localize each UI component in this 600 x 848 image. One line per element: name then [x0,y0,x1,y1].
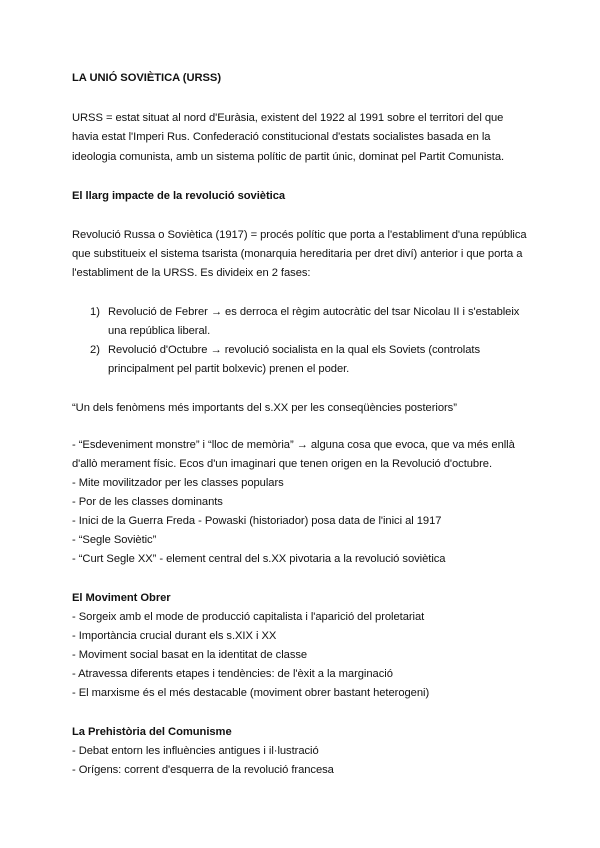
paragraph-line: Revolució Russa o Soviètica (1917) = procés polític que porta a l'establiment d'una república [72,229,527,241]
bullet-line: - Mite movilitzador per les classes populars [72,477,284,489]
list-number: 1) [90,306,100,318]
bullet-line: d'allò merament físic. Ecos d'un imaginari que tenen origen en la Revolució d'octubre. [72,458,493,470]
bullet-line: - Sorgeix amb el mode de producció capitalista i l'aparició del proletariat [72,611,425,623]
bullet-line: - Por de les classes dominants [72,496,223,508]
section-heading: El Moviment Obrer [72,592,171,604]
bullet-line: - Importància crucial durant els s.XIX i XX [72,630,277,642]
bullet-line: - “Esdeveniment monstre” i “lloc de memòria” → alguna cosa que evoca, que va més enllà [72,439,515,451]
bullet-line: - Orígens: corrent d'esquerra de la revolució francesa [72,764,334,776]
intro-line: havia estat l'Imperi Rus. Confederació constitucional d'estats socialistes basada en la [72,131,491,143]
bullet-line: - “Curt Segle XX” - element central del s.XX pivotaria a la revolució soviètica [72,553,446,565]
list-number: 2) [90,344,100,356]
list-item-line: Revolució de Febrer → es derroca el règim autocràtic del tsar Nicolau II i s'estableix [108,306,520,318]
page-title: LA UNIÓ SOVIÈTICA (URSS) [72,72,222,84]
list-item-line: Revolució d'Octubre → revolució socialista en la qual els Soviets (controlats [108,344,481,356]
paragraph-line: que substitueix el sistema tsarista (monarquia hereditaria per dret diví) anterior i que porta a [72,248,523,260]
bullet-line: - Debat entorn les influències antigues i il·lustració [72,745,319,757]
paragraph-line: l'establiment de la URSS. Es divideix en 2 fases: [72,267,311,279]
bullet-line: - El marxisme és el més destacable (moviment obrer bastant heterogeni) [72,687,430,699]
section-heading: La Prehistòria del Comunisme [72,726,232,738]
bullet-line: - “Segle Soviètic” [72,534,157,546]
quote: “Un dels fenòmens més importants del s.XX per les conseqüències posteriors” [72,402,457,414]
list-item-line: una república liberal. [108,325,211,337]
list-item-line: principalment pel partit bolxevic) prenen el poder. [108,363,350,375]
section-heading: El llarg impacte de la revolució soviètica [72,190,286,202]
bullet-line: - Atravessa diferents etapes i tendències: de l'èxit a la marginació [72,668,393,680]
intro-line: ideologia comunista, amb un sistema polític de partit únic, dominat pel Partit Comunista. [72,151,505,163]
bullet-line: - Inici de la Guerra Freda - Powaski (historiador) posa data de l'inici al 1917 [72,515,442,527]
bullet-line: - Moviment social basat en la identitat de classe [72,649,308,661]
intro-line: URSS = estat situat al nord d'Euràsia, existent del 1922 al 1991 sobre el territori del que [72,112,504,124]
